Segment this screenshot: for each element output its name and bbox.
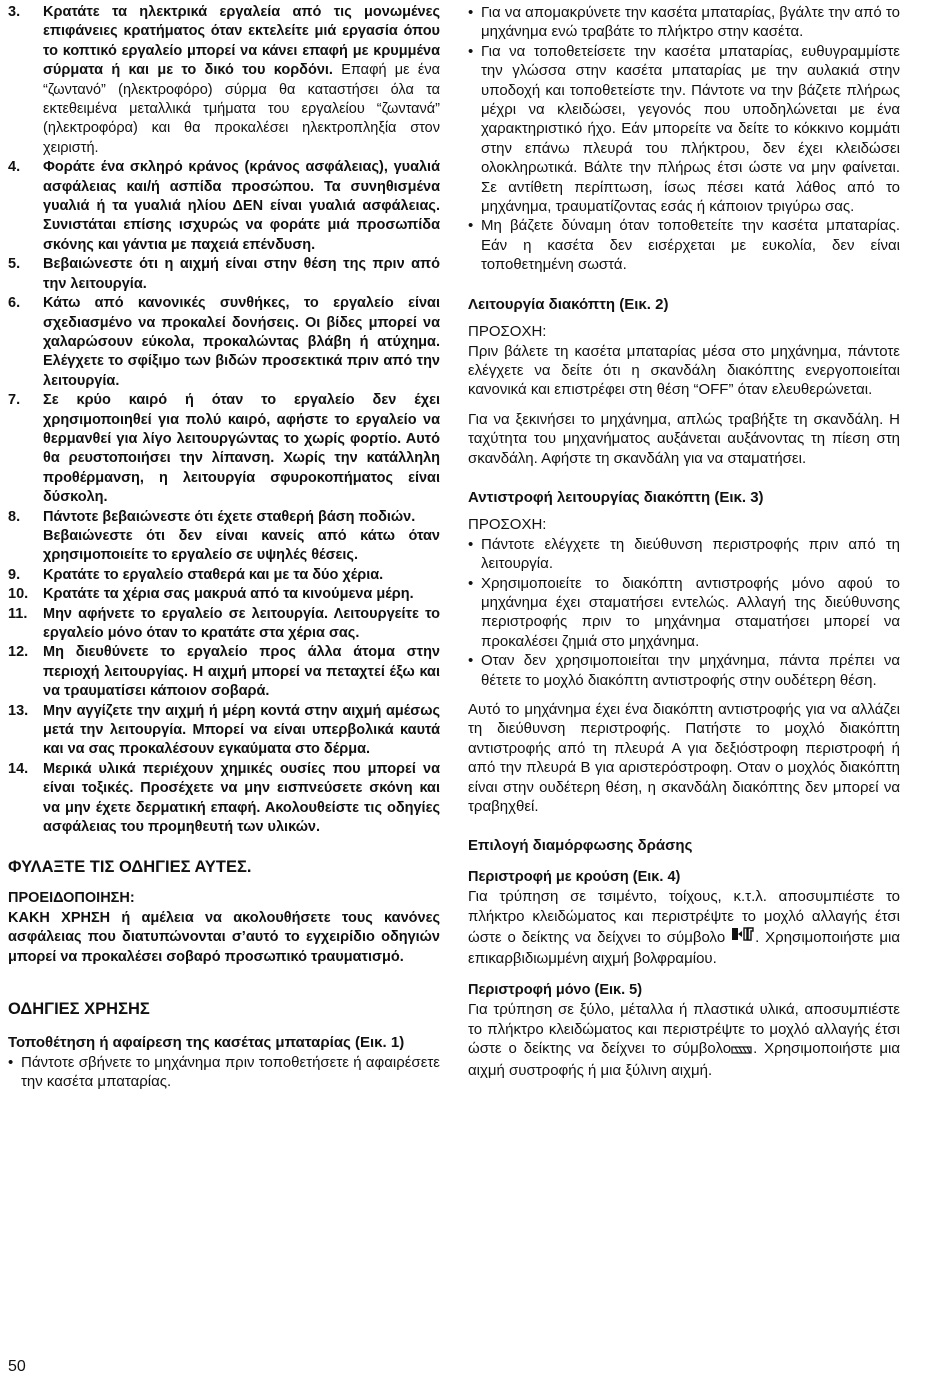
item-text (43, 3, 440, 158)
item-number: 6. (8, 295, 21, 312)
bullet-text: Πάντοτε ελέγχετε τη διεύθυνση περιστροφής πριν από τη λειτουργία. (481, 535, 900, 573)
safety-item (8, 566, 440, 585)
safety-item (8, 255, 440, 294)
bullet-icon: • (468, 4, 474, 21)
item-bold-text: Κρατάτε τα ηλεκτρικά εργαλεία από τις μονωμένες επιφάνειες κρατήματος όταν εκτελείτε μιά εργασία όπου το κοπτικό εργαλείο μπορεί να κάνει επαφή με κρυμμένα σύρματα ή και με το δικό του κορδόνι. (43, 4, 440, 79)
safety-item (8, 3, 440, 158)
left-column (8, 3, 440, 1091)
instructions-heading: ΟΔΗΓΙΕΣ ΧΡΗΣΗΣ (8, 1000, 150, 1019)
rotation-heading: Περιστροφή μόνο (Εικ. 5) (468, 981, 643, 998)
item-bold-text: Φοράτε ένα σκληρό κράνος (κράνος ασφάλειας), γυαλιά ασφάλειας και/ή ασπίδα προσώπου. Τα συνηθισμένα γυαλιά ή τα γυαλιά ηλίου ΔΕΝ είναι γυαλιά ασφάλειας. Συνιστάται επίσης ισχυρώς να φοράτε μιά προσωπίδα σκόνης και γάντια με παχειά επένδυση. (43, 159, 440, 253)
rotation-text-before: Για τρύπηση σε ξύλο, μέταλλα ή πλαστικά υλικά, αποσυμπιέστε το πλήκτρο κλειδώματος και περιστρέψτε το μοχλό αλλαγής έτσι ώστε ο δείκτης να δείχνει το σύμβολο (468, 1001, 900, 1058)
safety-list (8, 3, 440, 837)
bullet-text: Μη βάζετε δύναμη όταν τοποθετείτε την κασέτα μπαταρίας. Εάν η κασέτα δεν εισέρχεται με ευκολία, δεν είναι τοποθετημένη σωστά. (481, 217, 900, 274)
bullet-item (468, 574, 900, 652)
bullet-icon: • (8, 1053, 14, 1071)
item-text (43, 158, 440, 255)
keep-instructions-heading: ΦΥΛΑΞΤΕ ΤΙΣ ΟΔΗΓΙΕΣ ΑΥΤΕΣ. (8, 858, 252, 877)
bullet-icon: • (468, 217, 474, 235)
hammer-heading: Περιστροφή με κρούση (Εικ. 4) (468, 868, 681, 885)
battery-heading: Τοποθέτηση ή αφαίρεση της κασέτας μπαταρίας (Εικ. 1) (8, 1034, 405, 1052)
reverse-paragraph: Αυτό το μηχάνημα έχει ένα διακόπτη αντιστροφής για να αλλάζει τη διεύθυνση περιστροφής. Πατήστε το μοχλό διακόπτη αντιστροφής από τη πλευρά A για δεξιόστροφη περιστροφή ή από την πλευρά B για αριστερόστροφη. Οταν ο μοχλός διακόπτη είναι στην ουδέτερη θέση, η σκανδάλη διακόπτης δεν μπορεί να τραβηχθεί. (468, 701, 900, 816)
item-number: 10. (8, 586, 29, 603)
bullet-text: Χρησιμοποιείτε το διακόπτη αντιστροφής μόνο αφού το μηχάνημα έχει σταματήσει εντελώς. Αλλαγή της διεύθυνσης περιστροφής πριν το μηχάνημα σταματήσει μπορεί να προκαλέσει ζημιά στο μηχάνημα. (481, 574, 900, 650)
item-number: 12. (8, 644, 29, 661)
item-text (43, 508, 440, 566)
item-number: 5. (8, 256, 21, 273)
item-text (43, 294, 440, 391)
bullet-item (468, 42, 900, 217)
item-text (43, 255, 440, 294)
switch-paragraph-1: Πριν βάλετε τη κασέτα μπαταρίας μέσα στο μηχάνημα, πάντοτε ελέγχετε να δείτε ότι η σκανδάλη διακόπτης ενεργοποιείται κανονικά και επιστρέφει στη θέση “OFF” όταν ελευθερώνεται. (468, 342, 900, 399)
safety-item (8, 643, 440, 701)
bullet-icon: • (468, 42, 474, 60)
warning-label: ΠΡΟΕΙΔΟΠΟΙΗΣΗ: (8, 890, 135, 907)
item-number: 11. (8, 605, 28, 622)
item-text (43, 566, 440, 585)
bullet-text: Για να τοποθετείσετε την κασέτα μπαταρίας, ευθυγραμμίστε την γλώσσα στην κασέτα μπαταρίας με την αυλακιά στην υποδοχή και τοποθετείστε την. Πάντοτε να την βάζετε πλήρως μέχρι να κλειδώσει, γεγονός που υποδηλώνεται με ένα χαρακτηριστικό ήχο. Εάν μπορείτε να δείτε το κόκκινο κομμάτι στην επάνω πλευρά του πλήκτρου, δεν έχει κλειδώσει ολοκληρωτικά. Βάλτε την πλήρως έτσι ώστε να μην φαίνεται. Σε αντίθετη περίπτωση, ίσως πέσει κατά λάθος από το μηχάνημα, τραυματίζοντας εσάς ή κάποιον τριγύρω σας. (481, 42, 900, 216)
bullet-item (468, 3, 900, 42)
caution-label: ΠΡΟΣΟΧΗ: (468, 516, 547, 534)
bullet-icon: • (468, 535, 474, 553)
switch-heading: Λειτουργία διακόπτη (Εικ. 2) (468, 295, 669, 313)
bullet-text: Για να απομακρύνετε την κασέτα μπαταρίας, βγάλτε την από το μηχάνημα ενώ τραβάτε το πλήκτρο στην κασέτα. (481, 4, 900, 41)
reverse-heading: Αντιστροφή λειτουργίας διακόπτη (Εικ. 3) (468, 488, 764, 506)
item-number: 4. (8, 159, 21, 176)
item-bold-text: Βεβαιώνεστε ότι η αιχμή είναι στην θέση της πριν από την λειτουργία. (43, 256, 440, 292)
item-bold-text: Κάτω από κανονικές συνθήκες, το εργαλείο είναι σχεδιασμένο να προκαλεί δονήσεις. Οι βίδες μπορεί να χαλαρώσουν εύκολα, προκαλώντας βλάβη ή ατύχημα. Ελέγχετε το σφίξιμο των βιδών προσεκτικά πριν από την λειτουργία. (43, 295, 440, 389)
item-number: 14. (8, 760, 29, 777)
battery-bullet (8, 1053, 440, 1092)
safety-item (8, 158, 440, 255)
switch-paragraph-2: Για να ξεκινήσει το μηχάνημα, απλώς τραβήξτε τη σκανδάλη. Η ταχύτητα του μηχανήματος αυξάνεται αυξάνοντας τη πίεση στη σκανδάλη. Αφήστε τη σκανδάλη για να σταματήσει. (468, 410, 900, 467)
item-bold-text: Πάντοτε βεβαιώνεστε ότι έχετε σταθερή βάση ποδιών. (43, 508, 416, 525)
warning-text: ΚΑΚΗ ΧΡΗΣΗ ή αμέλεια να ακολουθήσετε τους κανόνες ασφάλειας που διατυπώνονται σ’αυτό το εγχειρίδιο οδηγιών μπορεί να προκαλέσει σοβαρό προσωπικό τραυματισμό. (8, 909, 440, 965)
safety-item (8, 760, 440, 838)
reverse-bullets (468, 535, 900, 690)
bullet-item (468, 535, 900, 574)
safety-item (8, 508, 440, 566)
item-bold-text: Κρατάτε τα χέρια σας μακρυά από τα κινούμενα μέρη. (43, 586, 414, 603)
item-number: 3. (8, 4, 21, 20)
item-text (43, 643, 440, 701)
safety-item (8, 605, 440, 644)
item-text (43, 760, 440, 838)
item-number: 13. (8, 702, 29, 719)
rotation-text-after: . Χρησιμοποιήστε μια αιχμή συστροφής ή μια ξύλινη αιχμή. (468, 1040, 900, 1079)
mode-heading: Επιλογή διαμόρφωσης δράσης (468, 837, 693, 855)
caution-label: ΠΡΟΣΟΧΗ: (468, 323, 547, 341)
item-text (43, 605, 440, 644)
item-text (43, 585, 440, 604)
safety-item (8, 702, 440, 760)
item-bold-text: Μη διευθύνετε το εργαλείο προς άλλα άτομα στην περιοχή λειτουργίας. Η αιχμή μπορεί να πεταχτεί έξω και να τραυματίσει κάποιον σοβαρά. (43, 644, 440, 700)
item-bold-text: Μην αγγίζετε την αιχμή ή μέρη κοντά στην αιχμή αμέσως μετά την λειτουργία. Μπορεί να είναι υπερβολικά καυτά και να σας προκαλέσουν εγκαύματα στο δέρμα. (43, 702, 440, 758)
safety-item (8, 585, 440, 604)
item-number: 7. (8, 392, 21, 409)
rotation-paragraph (468, 1000, 900, 1080)
item-text (43, 702, 440, 760)
hammer-paragraph (468, 887, 900, 969)
battery-bullets (468, 3, 900, 275)
page-number: 50 (8, 1358, 26, 1375)
hammer-drill-icon (731, 926, 755, 949)
item-text (43, 391, 440, 507)
bullet-icon: • (468, 574, 474, 592)
bullet-item (468, 651, 900, 690)
item-bold-text: Κρατάτε το εργαλείο σταθερά και με τα δύο χέρια. (43, 566, 384, 583)
bullet-item (468, 216, 900, 274)
bullet-icon: • (468, 652, 474, 670)
item-number: 8. (8, 508, 21, 525)
right-column (468, 3, 900, 1080)
bullet-text: Πάντοτε σβήνετε το μηχάνημα πριν τοποθετήσετε ή αφαιρέσετε την κασέτα μπαταρίας. (21, 1053, 440, 1090)
item-number: 9. (8, 566, 21, 583)
drill-bit-icon (731, 1041, 753, 1060)
hammer-text-before: Για τρύπηση σε τσιμέντο, τοίχους, κ.τ.λ. αποσυμπιέστε το πλήκτρο κλειδώματος και περιστρέψτε το μοχλό αλλαγής έτσι ώστε ο δείκτης να δείχνει το σύμβολο (468, 888, 900, 947)
safety-item (8, 294, 440, 391)
safety-item (8, 391, 440, 507)
item-extra-text: Βεβαιώνεστε ότι δεν είναι κανείς από κάτω όταν χρησιμοποιείτε το εργαλείο σε υψηλές θέσεις. (43, 527, 440, 564)
hammer-text-after: . Χρησιμοποιήστε μια επικαρβιδιωμμένη αιχμή βολφραμίου. (468, 929, 901, 968)
item-bold-text: Μην αφήνετε το εργαλείο σε λειτουργία. Λειτουργείτε το εργαλείο μόνο όταν το κρατάτε στα χέρια σας. (43, 605, 440, 641)
item-normal-text: Επαφή με ένα “ζωντανό” (ηλεκτροφόρο) σύρμα θα καταστήσει όλα τα εκτεθειμένα μεταλλικά τμήματα του εργαλείου “ζωντανά” (ηλεκτροφόρα) και θα προκαλέσει ηλεκτροπληξία στον χειριστή. (43, 62, 440, 156)
item-bold-text: Μερικά υλικά περιέχουν χημικές ουσίες που μπορεί να είναι τοξικές. Προσέχετε να μην εισπνεύσετε σκόνη και να μην έχετε δερματική επαφή. Ακολουθείστε τις οδηγίες ασφάλειας του προμηθευτή των υλικών. (43, 760, 440, 836)
bullet-text: Οταν δεν χρησιμοποιείται την μηχάνημα, πάντα πρέπει να θέτετε το μοχλό διακόπτη αντιστροφής στην ουδέτερη θέση. (481, 652, 900, 689)
item-bold-text: Σε κρύο καιρό ή όταν το εργαλείο δεν έχει χρησιμοποιηθεί για πολύ καιρό, αφήστε το εργαλείο να θερμανθεί για λίγο λειτουργώντας το χωρίς φορτίο. Αυτό θα ρευστοποιήσει την λίπανση. Χωρίς την κατάλληλη προθέρμανση, η λειτουργία σφυροκοπήματος είναι δύσκολη. (43, 392, 440, 506)
